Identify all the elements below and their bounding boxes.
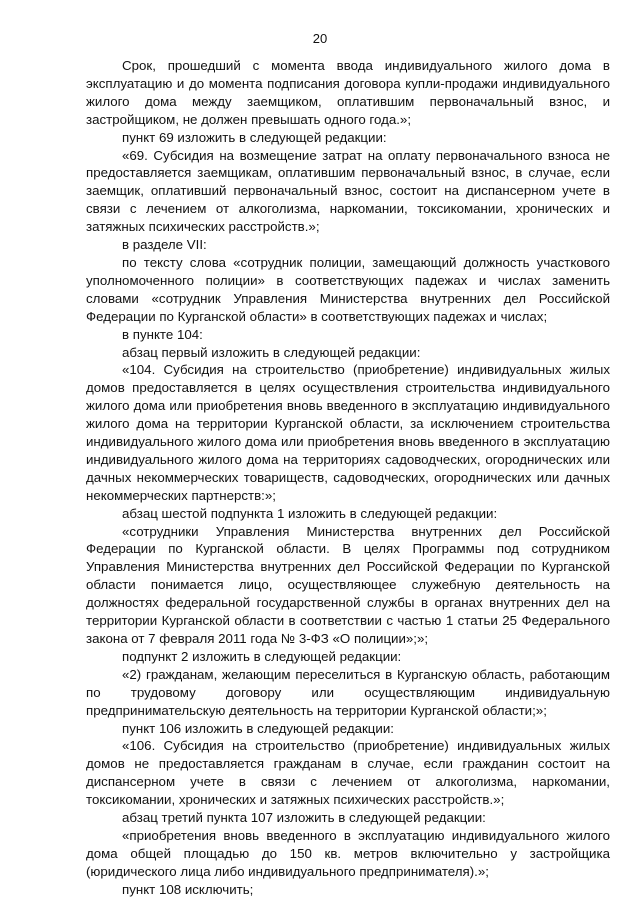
paragraph-subitem-2-instruction: подпункт 2 изложить в следующей редакции:	[122, 648, 402, 664]
paragraph-item-69-text: «69. Субсидия на возмещение затрат на оплату первоначального взноса не предоставляется заемщикам, оплатившим первоначальный взнос, в случае, если заемщик, оплативший первоначальный взнос, состоит на диспансерном учете в связи с лечением от алкоголизма, наркомании, токсикомании, хронических и затяжных психических расстройств.»;	[86, 147, 610, 235]
page-number: 20	[312, 31, 328, 46]
paragraph-item-104: в пункте 104:	[122, 326, 203, 342]
paragraph-item-107-text: «приобретения вновь введенного в эксплуатацию индивидуального жилого дома общей площадью до 150 кв. метров включительно у застройщика (юридического лица либо индивидуального предпринимателя).»;	[86, 827, 610, 879]
paragraph-item-106-instruction: пункт 106 изложить в следующей редакции:	[122, 720, 394, 736]
document-body	[86, 57, 610, 899]
paragraph-item-108-exclude: пункт 108 исключить;	[122, 881, 254, 897]
paragraph-section-7: в разделе VII:	[122, 237, 207, 253]
paragraph-first-abzac-instruction: абзац первый изложить в следующей редакции:	[122, 344, 421, 360]
paragraph-term-continuation: Срок, прошедший с момента ввода индивидуального жилого дома в эксплуатацию и до момента подписания договора купли-продажи индивидуального жилого дома между заемщиком, оплатившим первоначальный взнос, и застройщиком, не должен превышать одного года.»;	[86, 58, 610, 127]
paragraph-sixth-abzac-instruction: абзац шестой подпункта 1 изложить в следующей редакции:	[122, 505, 498, 521]
paragraph-replace-words: по тексту слова «сотрудник полиции, замещающий должность участкового уполномоченного полиции» в соответствующих падежах и числах заменить словами «сотрудник Управления Министерства внутренних дел Российской Федерации по Курганской области» в соответствующих падежах и числах;	[86, 254, 610, 324]
paragraph-item-104-text: «104. Субсидия на строительство (приобретение) индивидуальных жилых домов предоставляется в целях осуществления строительства индивидуального жилого дома или приобретения вновь введенного в эксплуатацию индивидуального жилого дома на территории Курганской области, за исключением строительства индивидуального жилого дома или приобретения вновь введенного в эксплуатацию индивидуального жилого дома на территориях садоводческих, огороднических или дачных некоммерческих товариществ, садоводческих, огороднических или дачных некоммерческих партнерств:»;	[86, 362, 610, 503]
paragraph-subitem-2-text: «2) гражданам, желающим переселиться в Курганскую область, работающим по трудовому договору или осуществляющим индивидуальную предпринимательскую деятельность на территории Курганской области;»;	[86, 666, 610, 718]
paragraph-item-106-text: «106. Субсидия на строительство (приобретение) индивидуальных жилых домов не предоставляется гражданам в случае, если гражданин состоит на диспансерном учете в связи с лечением от алкоголизма, наркомании, токсикомании, хронических и затяжных психических расстройств.»;	[86, 738, 610, 808]
paragraph-item-69-instruction: пункт 69 изложить в следующей редакции:	[122, 129, 387, 145]
paragraph-item-107-instruction: абзац третий пункта 107 изложить в следующей редакции:	[122, 810, 486, 826]
paragraph-police-employees-text: «сотрудники Управления Министерства внутренних дел Российской Федерации по Курганской области. В целях Программы под сотрудником Управления Министерства внутренних дел Российской Федерации по Курганской области понимается лицо, осуществляющее служебную деятельность на должностях федеральной государственной службы в органах внутренних дел на территории Курганской области в соответствии с частью 1 статьи 25 Федерального закона от 7 февраля 2011 года № 3-ФЗ «О полиции»;»;	[86, 523, 610, 646]
